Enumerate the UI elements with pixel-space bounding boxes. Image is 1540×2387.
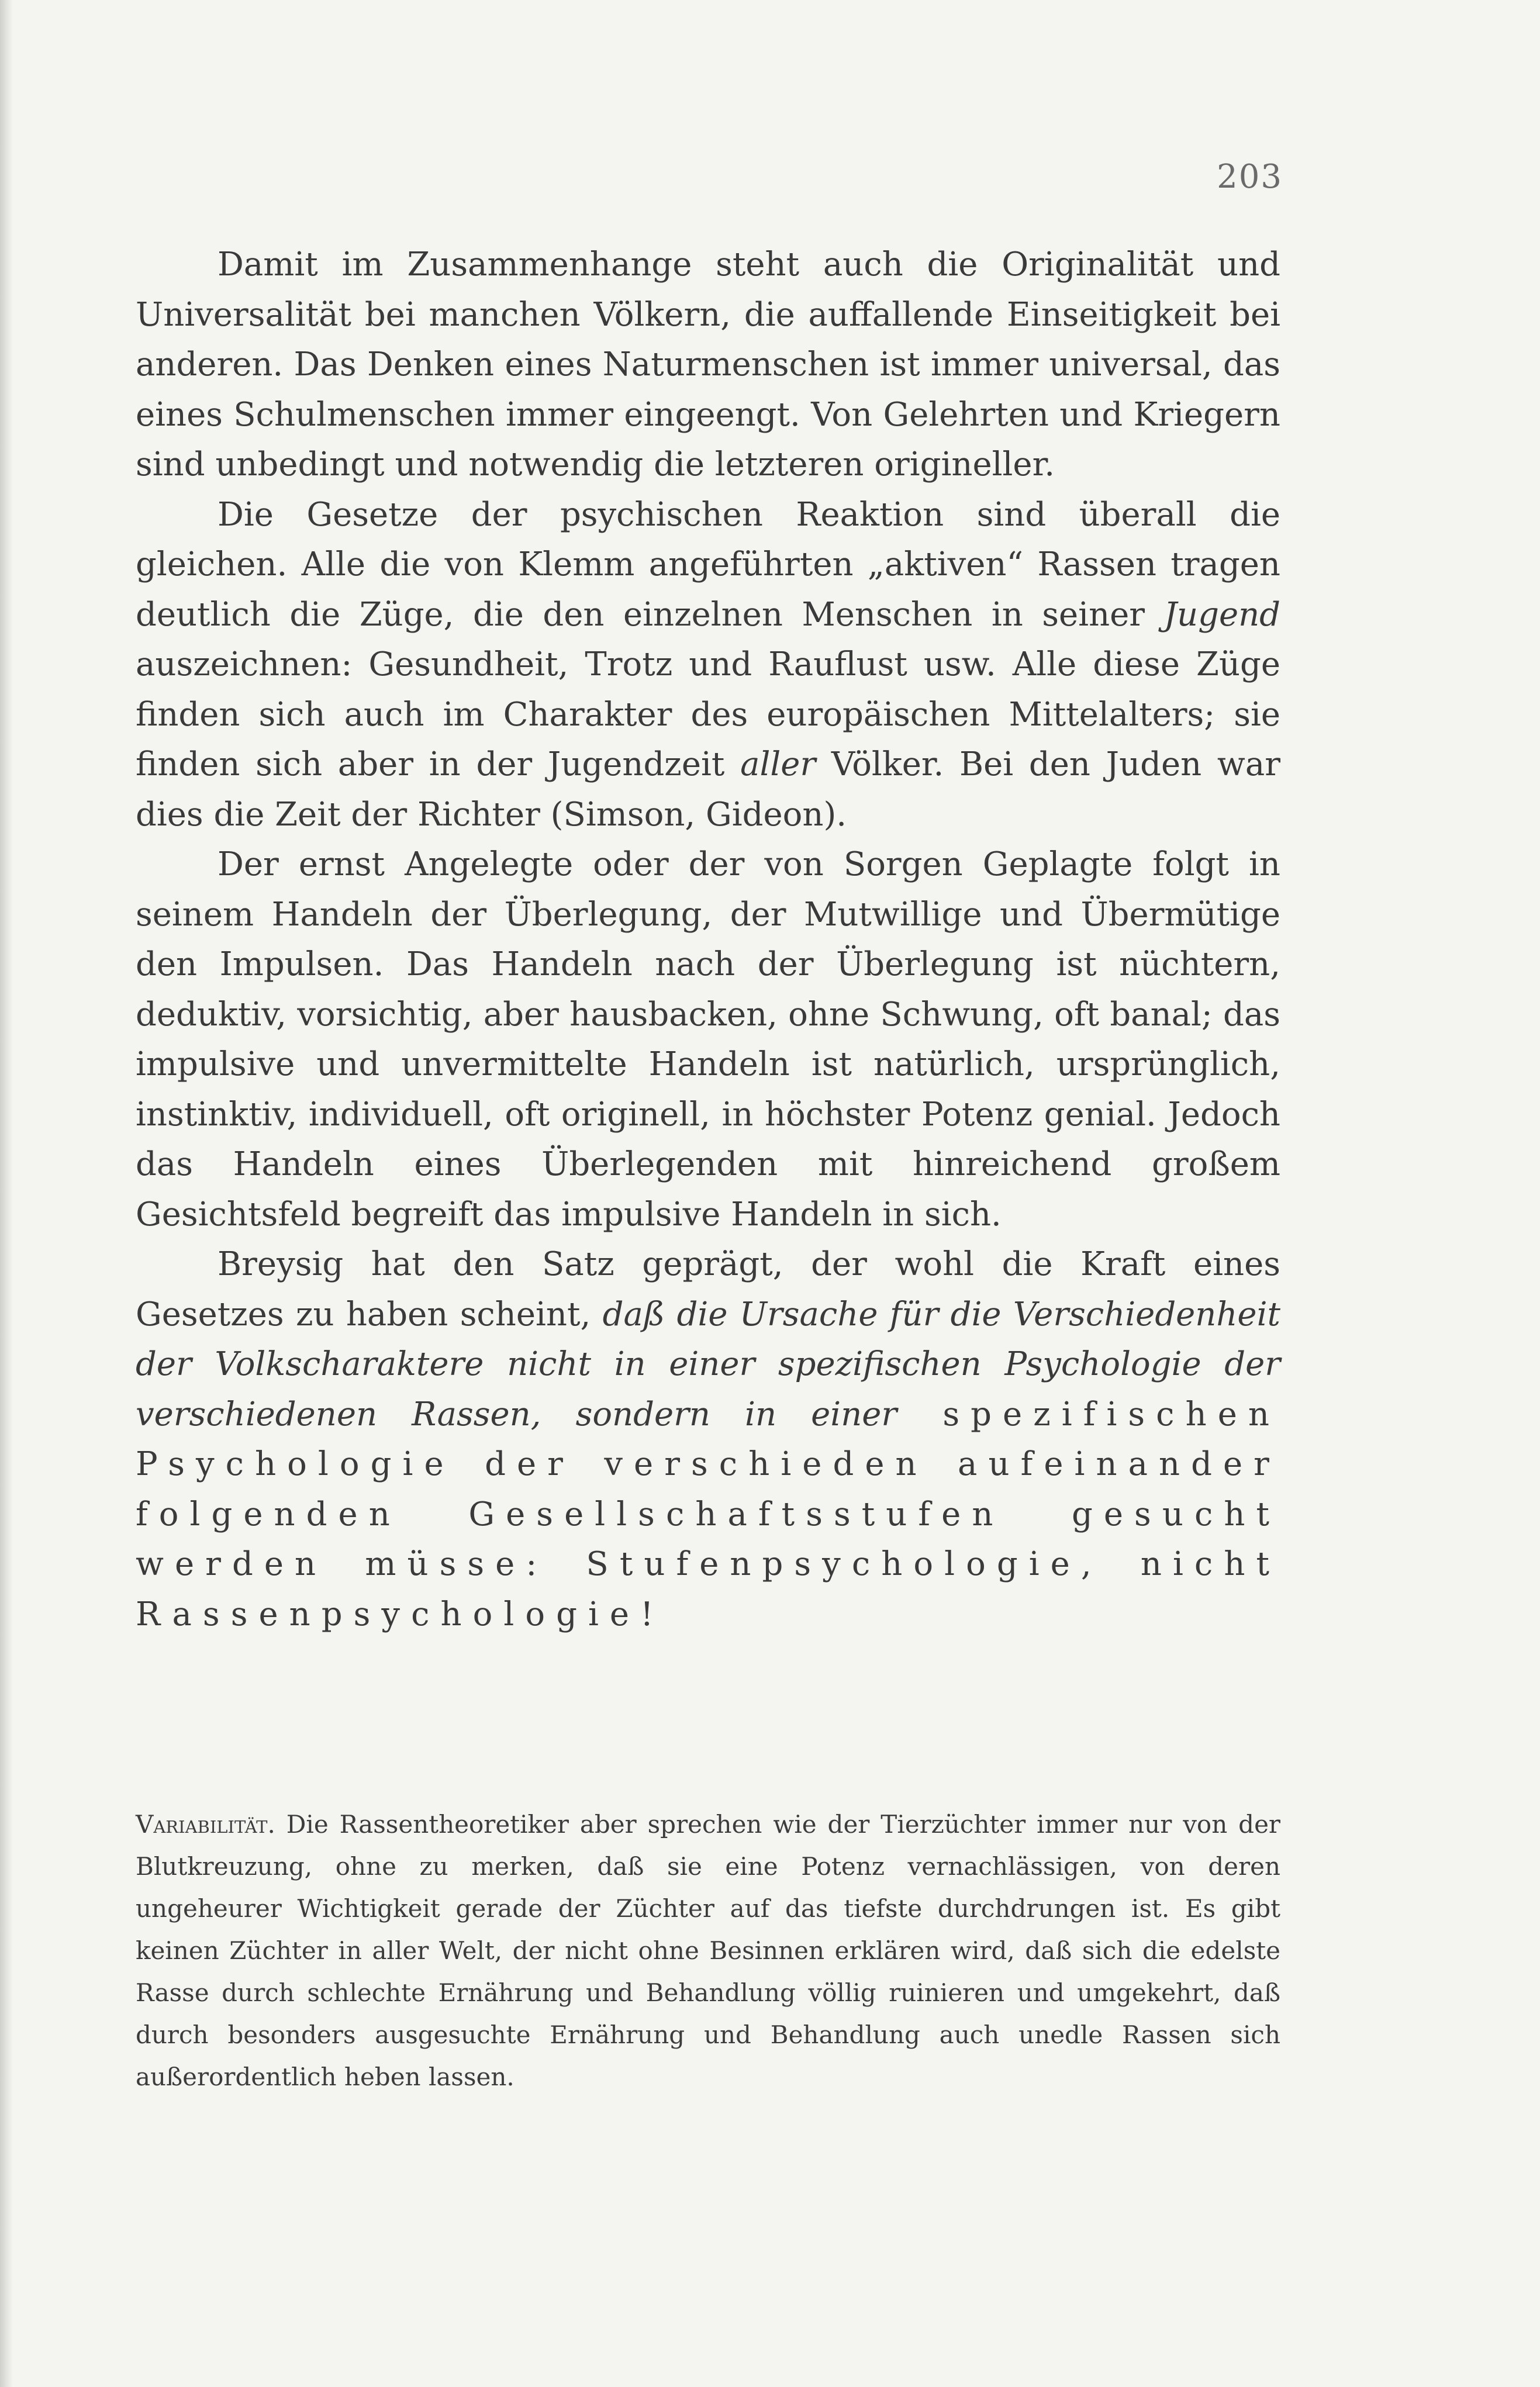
emphasis-jugend: Jugend [1163, 595, 1280, 634]
scan-gutter [0, 0, 13, 2387]
emphasis-aller: aller [740, 745, 816, 783]
emphasis-breysig-thesis: daß die Ursache für die Verschiedenheit der Volkscharaktere nicht in einer spezifischen Psychologie der verschiedenen Rassen, sondern in einer [136, 1295, 1280, 1433]
note-text: Die Rassentheoretiker aber sprechen wie der Tierzüchter immer nur von der Blutkreuzung, ohne zu merken, daß sie eine Potenz vernachlässigen, von deren ungeheurer Wichtigkeit gerade der Züchter auf das tiefste durchdrungen ist. Es gibt keinen Züchter in aller Welt, der nicht ohne Besinnen erklären wird, daß sich die edelste Rasse durch schlechte Ernährung und Behandlung völlig ruinieren und umgekehrt, daß durch besonders ausgesuchte Ernährung und Behandlung auch unedle Rassen sich außerordentlich heben lassen. [136, 1810, 1280, 2091]
paragraph-psychic-reaction-text-b: auszeichnen: Gesundheit, Trotz und Rauflust usw. Alle diese Züge finden sich auch im Charakter des europäischen Mittelalters; sie finden sich aber in der Jugendzeit [136, 645, 1280, 783]
paragraph-breysig-text: Breysig hat den Satz geprägt, der wohl die Kraft eines Gesetzes zu haben scheint, [136, 1245, 1280, 1334]
note-variability [136, 1804, 1280, 2098]
page-number: 203 [1217, 158, 1283, 196]
paragraph-action [136, 840, 1280, 1239]
paragraph-action-text: Der ernst Angelegte oder der von Sorgen Geplagte folgt in seinem Handeln der Überlegung, der Mutwillige und Übermütige den Impulsen. Das Handeln nach der Überlegung ist nüchtern, deduktiv, vorsichtig, aber hausbacken, ohne Schwung, oft banal; das impulsive und unvermittelte Handeln ist natürlich, ursprünglich, instinktiv, individuell, oft originell, in höchster Potenz genial. Jedoch das Handeln eines Überlegenden mit hinreichend großem Gesichtsfeld begreift das impulsive Handeln in sich. [136, 845, 1280, 1234]
paragraph-originality-text: Damit im Zusammenhange steht auch die Originalität und Universalität bei manchen Völkern, die auffallende Einseitigkeit bei anderen. Das Denken eines Naturmenschen ist immer universal, das eines Schulmenschen immer eingeengt. Von Gelehrten und Kriegern sind unbedingt und notwendig die letzteren origineller. [136, 246, 1280, 483]
spaced-breysig-thesis: spezifischen Psychologie der verschieden aufeinander folgenden Gesellschaftsstufen gesucht werden müsse: Stufenpsychologie, nicht Rassenpsychologie! [136, 1395, 1280, 1633]
paragraph-psychic-reaction [136, 490, 1280, 840]
paragraph-breysig [136, 1239, 1280, 1639]
note-lead: Variabilität. [136, 1810, 275, 1839]
body-text [136, 240, 1280, 1639]
paragraph-psychic-reaction-text-a: Die Gesetze der psychischen Reaktion sind überall die gleichen. Alle die von Klemm angeführten „aktiven“ Rassen tragen deutlich die Züge, die den einzelnen Menschen in seiner [136, 495, 1280, 634]
paragraph-psychic-reaction-text-c: Völker. Bei den Juden war dies die Zeit der Richter (Simson, Gideon). [136, 745, 1281, 834]
paragraph-originality [136, 240, 1280, 490]
